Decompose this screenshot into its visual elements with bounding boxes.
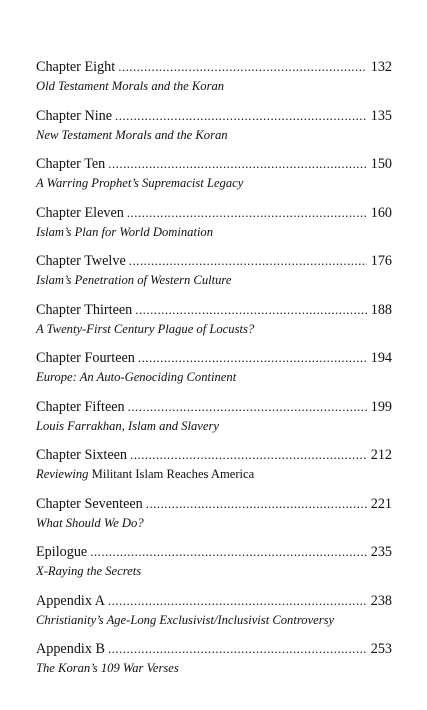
chapter-subtitle <box>36 466 392 482</box>
page-number: 150 <box>370 156 392 172</box>
page-number: 135 <box>370 107 392 124</box>
chapter-subtitle: Europe: An Auto-Genociding Continent <box>36 370 237 384</box>
toc-entry[interactable] <box>36 301 392 350</box>
page-number: 238 <box>370 592 392 609</box>
toc-entry-line <box>36 349 392 367</box>
chapter-subtitle: The Koran’s 109 War Verses <box>36 661 179 675</box>
toc-entry[interactable] <box>36 252 392 301</box>
chapter-title: Chapter Sixteen <box>36 447 128 463</box>
page-number: 188 <box>370 301 392 318</box>
chapter-subtitle-roman: Militant Islam Reaches America <box>88 467 255 481</box>
chapter-subtitle-italic: Reviewing <box>36 467 89 481</box>
dot-leader <box>129 252 367 270</box>
chapter-subtitle: A Warring Prophet’s Supremacist Legacy <box>36 176 244 190</box>
dot-leader <box>138 349 367 367</box>
page-number: 194 <box>370 350 392 366</box>
toc-entry-line <box>36 592 392 610</box>
dot-leader <box>128 398 367 416</box>
toc-entry-line <box>36 204 392 222</box>
toc-entry[interactable] <box>36 543 392 592</box>
toc-entry-line <box>36 252 392 270</box>
dot-leader <box>108 155 366 173</box>
chapter-subtitle: New Testament Morals and the Koran <box>36 127 228 142</box>
chapter-title: Chapter Nine <box>36 107 113 124</box>
toc-entry-line <box>36 640 392 658</box>
chapter-subtitle: Louis Farrakhan, Islam and Slavery <box>36 418 219 433</box>
page-number: 176 <box>370 253 392 269</box>
toc-entry[interactable] <box>36 398 392 447</box>
chapter-subtitle: X-Raying the Secrets <box>36 564 142 578</box>
toc-entry[interactable] <box>36 495 392 544</box>
chapter-title: Chapter Fourteen <box>36 350 135 366</box>
page-number: 132 <box>370 59 392 75</box>
chapter-title: Chapter Eight <box>36 59 116 75</box>
chapter-title: Appendix A <box>36 592 105 609</box>
dot-leader <box>135 301 366 319</box>
chapter-title: Chapter Eleven <box>36 204 124 221</box>
dot-leader <box>90 543 366 561</box>
toc-entry[interactable] <box>36 58 392 107</box>
chapter-subtitle: Islam’s Plan for World Domination <box>36 224 214 239</box>
toc-entry[interactable] <box>36 155 392 204</box>
toc-entry-line <box>36 155 392 173</box>
dot-leader <box>127 204 367 222</box>
dot-leader <box>146 495 367 513</box>
toc-entry-line <box>36 107 392 125</box>
dot-leader <box>108 592 367 610</box>
toc-entry[interactable] <box>36 446 392 495</box>
toc-entry-line <box>36 446 392 464</box>
toc-entry-line <box>36 301 392 319</box>
table-of-contents <box>36 58 392 689</box>
toc-entry[interactable] <box>36 349 392 398</box>
page-number: 160 <box>370 204 392 221</box>
page-number: 212 <box>370 447 392 463</box>
chapter-subtitle: What Should We Do? <box>36 515 144 530</box>
chapter-subtitle: A Twenty-First Century Plague of Locusts? <box>36 321 255 336</box>
toc-entry[interactable] <box>36 107 392 156</box>
dot-leader <box>130 446 367 464</box>
toc-entry[interactable] <box>36 204 392 253</box>
toc-entry[interactable] <box>36 592 392 641</box>
toc-entry-line <box>36 398 392 416</box>
chapter-title: Chapter Twelve <box>36 253 126 269</box>
chapter-subtitle: Islam’s Penetration of Western Culture <box>36 273 232 287</box>
toc-entry-line <box>36 495 392 513</box>
chapter-subtitle: Old Testament Morals and the Koran <box>36 79 225 93</box>
chapter-title: Chapter Thirteen <box>36 301 133 318</box>
page-number: 221 <box>370 495 392 512</box>
chapter-title: Chapter Seventeen <box>36 495 143 512</box>
page-number: 199 <box>370 398 392 415</box>
dot-leader <box>118 58 367 76</box>
toc-entry[interactable] <box>36 640 392 689</box>
chapter-title: Chapter Fifteen <box>36 398 125 415</box>
chapter-title: Chapter Ten <box>36 156 106 172</box>
dot-leader <box>108 640 367 658</box>
dot-leader <box>115 107 367 125</box>
toc-entry-line <box>36 543 392 561</box>
toc-entry-line <box>36 58 392 76</box>
chapter-title: Epilogue <box>36 544 88 560</box>
page-number: 235 <box>370 544 392 560</box>
chapter-subtitle: Christianity’s Age-Long Exclusivist/Inclusivist Controversy <box>36 612 335 627</box>
page-number: 253 <box>370 641 392 657</box>
chapter-title: Appendix B <box>36 641 105 657</box>
